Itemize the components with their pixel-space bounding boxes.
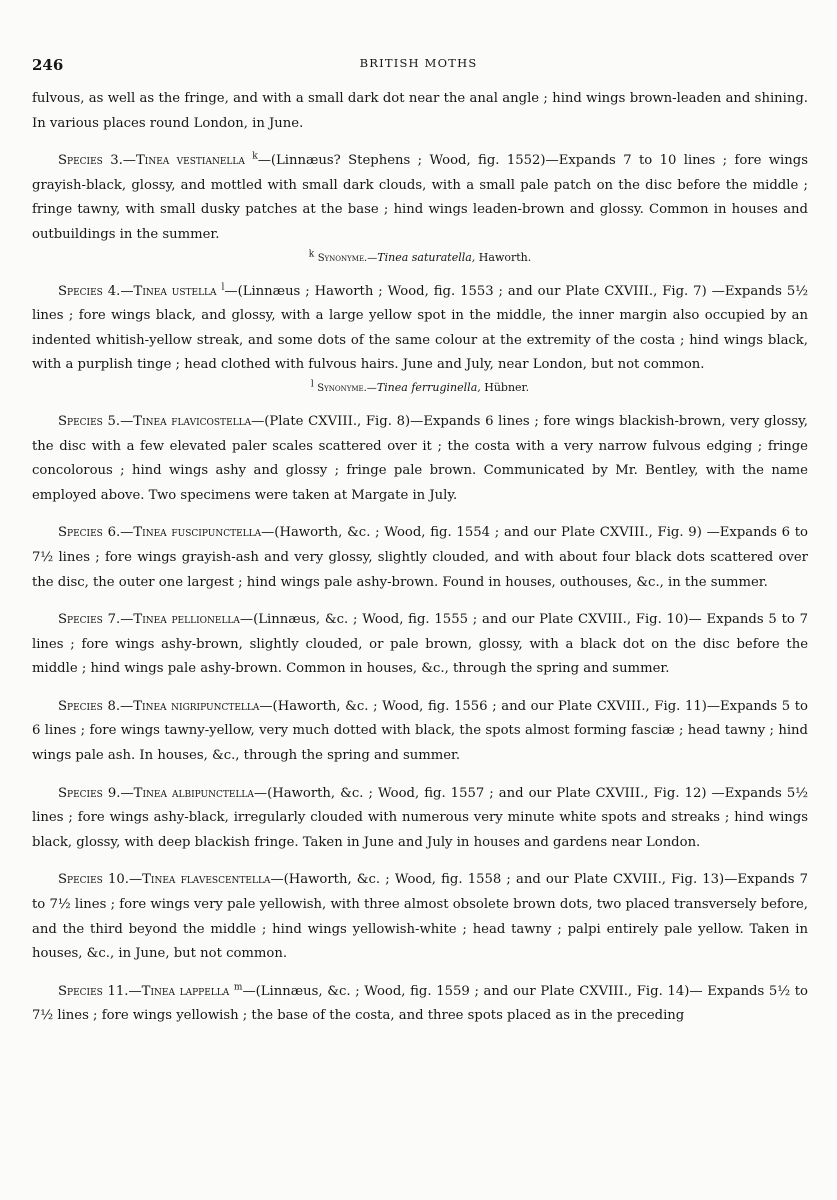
species-paragraph [32, 521, 808, 595]
species-heading: Species 9.—Tinea albipunctella [58, 785, 254, 801]
species-text: —(Linnæus ; Haworth ; Wood, fig. 1553 ; and our Plate CXVIII., Fig. 7) —Expands 5½ lines ; fore wings black, and glossy, with a large yellow spot in the middle, the inner margin also occupied by an indented whitish-yellow streak, and some dots of the same colour at the extremity of the costa ; hind wings black, with a purplish tinge ; head clothed with fulvous hairs. June and July, near London, but not common. [32, 283, 808, 373]
footnote-marker: k [308, 248, 315, 259]
footnote-author: Haworth. [475, 250, 532, 264]
continuation-paragraph: fulvous, as well as the fringe, and with a small dark dot near the anal angle ; hind wings brown-leaden and shining. In various places round London, in June. [32, 91, 808, 131]
footnote [32, 380, 808, 397]
footnote-ref: k [252, 151, 258, 162]
species-heading: Species 3.—Tinea vestianella [58, 153, 245, 169]
species-text: —(Haworth, &c. ; Wood, fig. 1554 ; and our Plate CXVIII., Fig. 9) —Expands 6 to 7½ lines ; fore wings grayish-ash and very glossy, slightly clouded, and with about four black dots scattered over the disc, the outer one largest ; hind wings pale ashy-brown. Found in houses, outhouses, &c., in the summer. [32, 525, 808, 590]
species-heading: Species 11.—Tinea lappella [58, 983, 230, 999]
running-title: BRITISH MOTHS [359, 56, 478, 70]
species-paragraph [32, 410, 808, 508]
species-heading: Species 4.—Tinea ustella [58, 283, 217, 299]
footnote-name: Tinea saturatella, [377, 250, 476, 264]
page-body [32, 87, 808, 1029]
footnote-marker: l [310, 379, 314, 390]
page-header [32, 56, 805, 76]
species-text: —(Linnæus? Stephens ; Wood, fig. 1552)—Expands 7 to 10 lines ; fore wings grayish-black, glossy, and mottled with small dark clouds, with a small pale patch on the disc before the middle ; fringe tawny, with small dusky patches at the base ; hind wings leaden-brown and glossy. Common in houses and outbuildings in the summer. [32, 153, 808, 242]
species-text: —(Haworth, &c. ; Wood, fig. 1558 ; and our Plate CXVIII., Fig. 13)—Expands 7 to 7½ lines ; fore wings very pale yellowish, with three almost obsolete brown dots, two placed transversely before, and the third beyond the middle ; hind wings yellowish-white ; head tawny ; palpi entirely pale yellow. Taken in houses, &c., in June, but not common. [32, 872, 808, 962]
species-text: —(Haworth, &c. ; Wood, fig. 1556 ; and our Plate CXVIII., Fig. 11)—Expands 5 to 6 lines ; fore wings tawny-yellow, very much dotted with black, the spots almost forming fasciæ ; head tawny ; hind wings pale ash. In houses, &c., through the spring and summer. [32, 698, 808, 764]
species-paragraph [32, 868, 808, 966]
page-number: 246 [32, 56, 64, 74]
species-heading: Species 10.—Tinea flavescentella [58, 872, 271, 888]
species-text: —(Plate CXVIII., Fig. 8)—Expands 6 lines ; fore wings blackish-brown, very glossy, the disc with a few elevated paler scales scattered over it ; the costa with a very narrow fulvous edging ; fringe concolorous ; hind wings ashy and glossy ; fringe pale brown. Communicated by Mr. Bentley, with the name employed above. Two specimens were taken at Margate in July. [32, 413, 808, 503]
species-paragraph [32, 280, 808, 378]
footnote-author: Hübner. [480, 380, 530, 394]
species-text: —(Linnæus, &c. ; Wood, fig. 1555 ; and our Plate CXVIII., Fig. 10)— Expands 5 to 7 lines ; fore wings ashy-brown, slightly clouded, or pale brown, glossy, with a black dot on the disc before the middle ; hind wings pale ashy-brown. Common in houses, &c., through the spring and summer. [32, 612, 809, 677]
footnote-label: Synonyme.— [317, 252, 378, 264]
footnote [32, 250, 808, 267]
species-paragraph [32, 980, 808, 1029]
species-paragraph [32, 782, 808, 856]
species-paragraph [32, 149, 808, 247]
footnote-ref: l [221, 282, 225, 293]
footnote-name: Tinea ferruginella, [376, 380, 481, 394]
footnote-ref: m [233, 982, 243, 993]
species-heading: Species 5.—Tinea flavicostella [58, 413, 252, 429]
species-text: —(Linnæus, &c. ; Wood, fig. 1559 ; and our Plate CXVIII., Fig. 14)— Expands 5½ to 7½ lines ; fore wings yellowish ; the base of the costa, and three spots placed as in the preceding [32, 983, 808, 1024]
footnote-label: Synonyme.— [317, 382, 377, 394]
species-paragraph [32, 695, 808, 769]
species-text: —(Haworth, &c. ; Wood, fig. 1557 ; and our Plate CXVIII., Fig. 12) —Expands 5½ lines ; fore wings ashy-black, irregularly clouded with numerous very minute white spots and streaks ; hind wings black, glossy, with deep blackish fringe. Taken in June and July in houses and gardens near London. [32, 785, 808, 850]
species-heading: Species 6.—Tinea fuscipunctella [58, 525, 262, 541]
species-heading: Species 7.—Tinea pellionella [58, 612, 240, 628]
species-heading: Species 8.—Tinea nigripunctella [58, 698, 260, 714]
species-paragraph [32, 608, 808, 682]
